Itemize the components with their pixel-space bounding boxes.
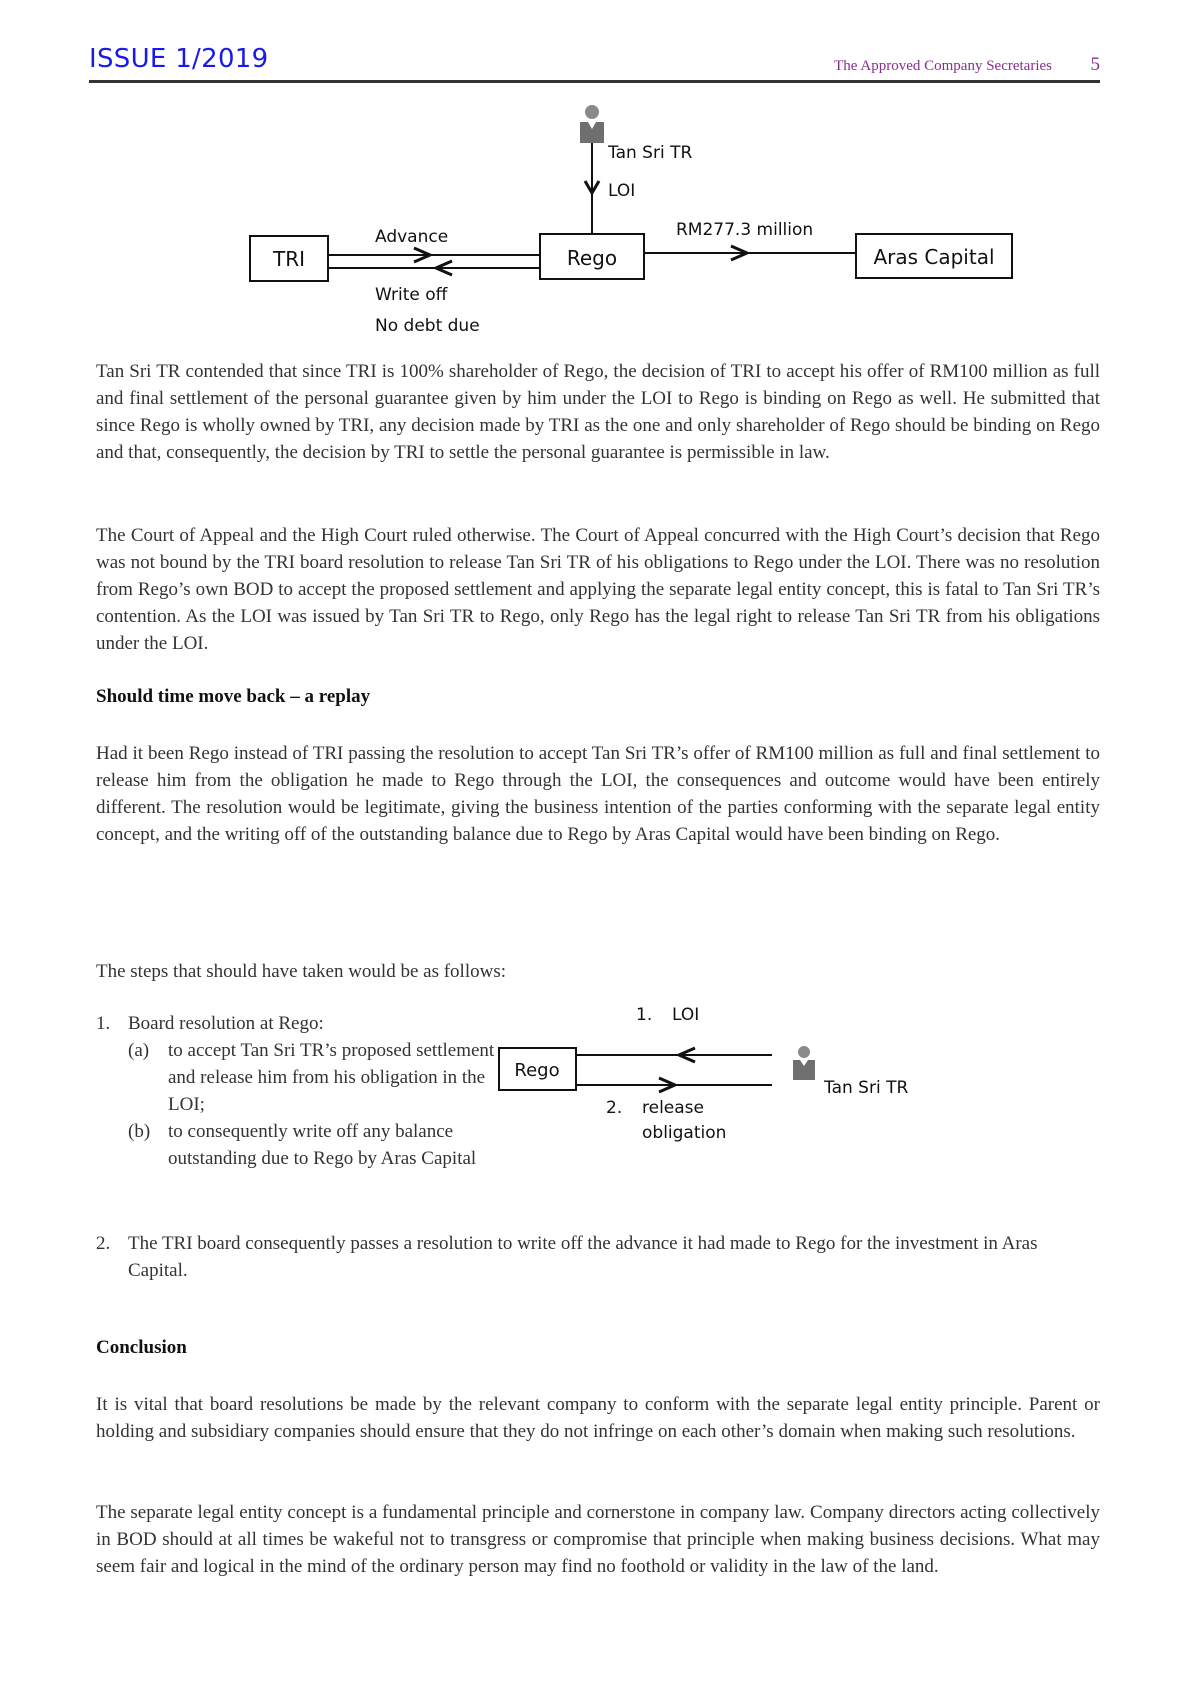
step-number: 1. [96,1013,111,1034]
sub-step-number: (b) [128,1121,151,1142]
advance-label: Advance [375,227,449,247]
heading-conclusion: Conclusion [96,1337,187,1358]
person-label-2: Tan Sri TR [824,1078,909,1098]
step-number: 2. [96,1233,111,1254]
page-header [89,44,1100,84]
loi-step-label: LOI [672,1005,700,1025]
sub-step-text: to consequently write off any balance outstanding due to Rego by Aras Capital [168,1121,477,1169]
diagram-release-flow [0,995,1190,1145]
person-icon [793,1046,815,1080]
paragraph-steps-intro: The steps that should have taken would be as follows: [96,961,507,982]
rego-box-label: Rego [566,246,618,270]
header-rule [89,80,1100,83]
person-label: Tan Sri TR [608,143,693,163]
tri-box-label: TRI [272,247,306,271]
issue-label: ISSUE 1/2019 [89,44,269,74]
person-icon [580,105,604,143]
rego-box-2-label: Rego [514,1060,560,1081]
paragraph-court-ruling: The Court of Appeal and the High Court ruled otherwise. The Court of Appeal concurred with the High Court’s decision that Rego was not bound by the TRI board resolution to release Tan Sri TR of his obligations to Rego under the LOI. There was no resolution from Rego’s own BOD to accept the proposed settlement and applying the separate legal entity concept, this is fatal to Tan Sri TR’s contention. As the LOI was issued by Tan Sri TR to Rego, only Rego has the legal right to release Tan Sri TR from his obligations under the LOI. [96,525,1100,654]
diagram-ownership-flow [0,95,1190,335]
journal-title: The Approved Company Secretaries [834,58,1052,74]
loi-step-number: 1. [636,1005,653,1025]
heading-replay: Should time move back – a replay [96,686,371,707]
release-step-number: 2. [606,1098,623,1118]
paragraph-conclusion-2: The separate legal entity concept is a fundamental principle and cornerstone in company law. Company directors acting collectively in BOD should at all times be wakeful not to transgress or compromise that principle when making business decisions. What may seem fair and logical in the mind of the ordinary person may find no foothold or validity in the law of the land. [96,1502,1100,1577]
release-label-line2: obligation [642,1123,727,1143]
writeoff-label: Write off [375,285,448,305]
step-text: The TRI board consequently passes a resolution to write off the advance it had made to Rego for the investment in Aras Capital. [128,1233,1038,1281]
paragraph-replay: Had it been Rego instead of TRI passing the resolution to accept Tan Sri TR’s offer of RM100 million as full and final settlement to release him from the obligation he made to Rego through the LOI, the consequences and outcome would have been entirely different. The resolution would be legitimate, giving the business intention of the parties conforming with the separate legal entity concept, and the writing off of the outstanding balance due to Rego by Aras Capital would have been binding on Rego. [96,743,1100,845]
aras-capital-box-label: Aras Capital [873,245,995,269]
loi-label: LOI [608,181,636,201]
sub-step-text: to accept Tan Sri TR’s proposed settlement and release him from his obligation in the LOI; [168,1040,495,1115]
paragraph-conclusion-1: It is vital that board resolutions be made by the relevant company to conform with the separate legal entity principle. Parent or holding and subsidiary companies should ensure that they do not infringe on each other’s domain when making such resolutions. [96,1394,1100,1442]
nodebt-label: No debt due [375,316,480,335]
page-number: 5 [1090,54,1100,75]
amount-label: RM277.3 million [676,220,814,240]
release-label-line1: release [642,1098,704,1118]
step-text: Board resolution at Rego: [128,1013,324,1034]
step-2 [96,1230,1100,1284]
paragraph-contention: Tan Sri TR contended that since TRI is 100% shareholder of Rego, the decision of TRI to accept his offer of RM100 million as full and final settlement of the personal guarantee given by him under the LOI to Rego is binding on Rego as well. He submitted that since Rego is wholly owned by TRI, any decision made by TRI as the one and only shareholder of Rego should be binding on Rego and that, consequently, the decision by TRI to settle the personal guarantee is permissible in law. [96,361,1100,463]
step-item [96,1230,1100,1284]
sub-step-number: (a) [128,1040,150,1061]
